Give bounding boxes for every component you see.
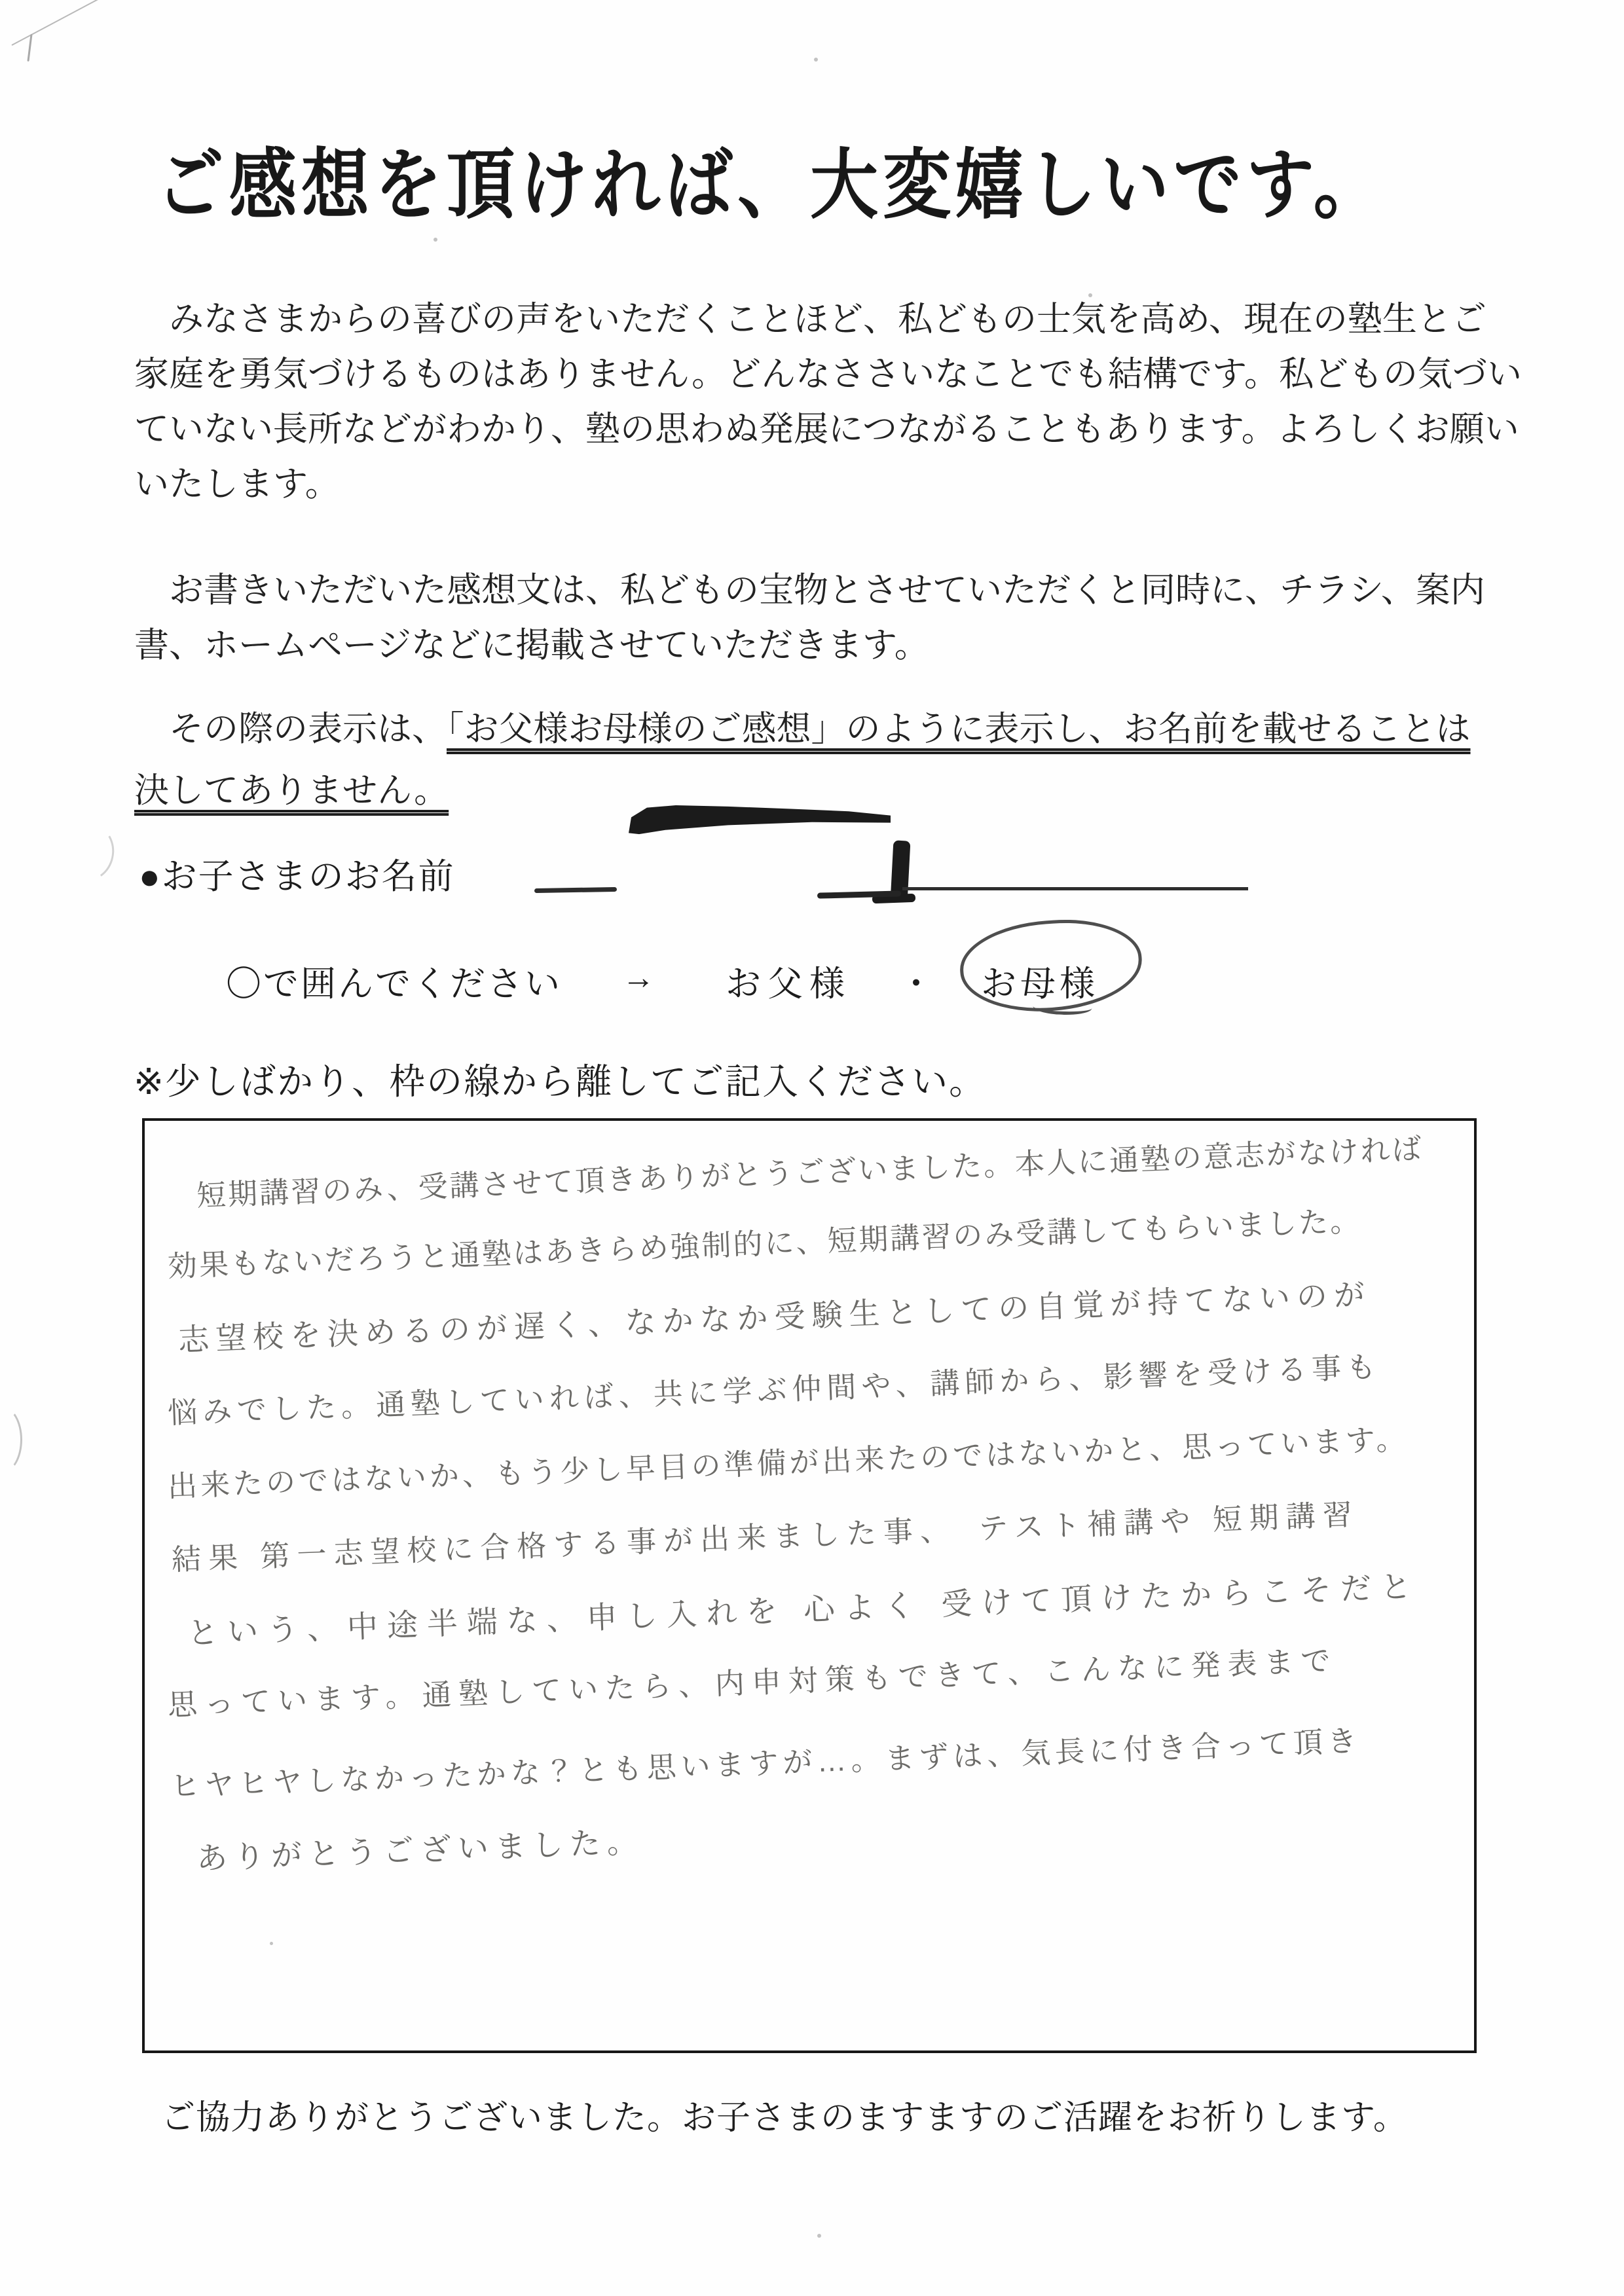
- handwriting-line: 出来たのではないか、もう少し早目の準備が出来たのではないかと、思っています。: [167, 1422, 1410, 1503]
- privacy-underlined-text: 「お父様お母様のご感想」のように表示し、お名前を載せることは: [447, 710, 1471, 748]
- footer-note: ご協力ありがとうございました。お子さまのますますのご活躍をお祈りします。: [161, 2099, 1408, 2137]
- intro-line: ていない長所などがわかり、塾の思わぬ発展につながることもあります。よろしくお願い: [134, 410, 1519, 448]
- handwriting-line: 志望校を決めるのが遅く、なかなか受験生としての自覚が持てないのが: [177, 1277, 1372, 1357]
- usage-paragraph: [134, 567, 1503, 677]
- margin-note: ※少しばかり、枠の線から離してご記入ください。: [134, 1061, 987, 1102]
- intro-line: 家庭を勇気づけるものはありません。どんなささいなことでも結構です。私どもの気づい: [134, 355, 1522, 393]
- intro-line: みなさまからの喜びの声をいただくことほど、私どもの士気を高め、現在の塾生とご: [134, 300, 1486, 338]
- scan-speck: [814, 58, 818, 62]
- privacy-line: [134, 706, 1503, 767]
- option-mother: お母様: [981, 964, 1099, 1004]
- child-name-label: ●お子さまのお名前: [139, 857, 455, 896]
- scan-speck: [817, 2234, 821, 2238]
- handwriting-line: 効果もないだろうと通塾はあきらめ強制的に、短期講習のみ受講してもらいました。: [167, 1203, 1362, 1283]
- option-father: お父様: [726, 964, 851, 1004]
- handwriting-line: 短期講習のみ、受講させて頂きありがとうございました。本人に通塾の意志がなければ: [196, 1132, 1424, 1212]
- name-field-underline: [902, 887, 1248, 890]
- privacy-underlined-text: 決してありません。: [134, 771, 449, 810]
- intro-line: いたします。: [134, 465, 340, 503]
- usage-line: お書きいただいた感想文は、私どもの宝物とさせていただくと同時に、チラシ、案内: [134, 571, 1485, 610]
- usage-line: 書、ホームページなどに掲載させていただきます。: [134, 626, 929, 665]
- scan-scratch-tick: [27, 34, 32, 62]
- scan-speck: [434, 238, 437, 242]
- page-title: ご感想を頂ければ、大変嬉しいです。: [156, 143, 1386, 228]
- handwriting-line: ヒヤヒヤしなかったかな？とも思いますが…。まずは、気長に付き合って頂き: [170, 1724, 1362, 1803]
- handwriting-line: という、中途半端な、申し入れを 心よく 受けて頂けたからこそだと: [187, 1568, 1421, 1650]
- circle-selection-row: [0, 956, 1624, 1034]
- handwriting-line: ありがとうございました。: [196, 1823, 645, 1876]
- scan-punch-arc: [58, 819, 120, 886]
- scan-scratch-line: [12, 0, 158, 46]
- handwriting-line: 思っています。通塾していたら、内申対策もできて、こんなに発表まで: [167, 1643, 1338, 1722]
- handwriting-line: 悩みでした。通塾していれば、共に学ぶ仲間や、講師から、影響を受ける事も: [167, 1349, 1382, 1430]
- intro-paragraph: [134, 296, 1522, 516]
- option-separator-dot: ・: [898, 964, 934, 1004]
- scan-edge-arc: [0, 1406, 22, 1473]
- privacy-prefix: その際の表示は、: [134, 710, 447, 748]
- right-arrow-icon: →: [622, 959, 655, 996]
- circle-instruction: 〇で囲んでください: [226, 964, 562, 1004]
- handwritten-dash-mark: [534, 887, 617, 893]
- handwriting-line: 結果 第一志望校に合格する事が出来ました事、 テスト補講や 短期講習: [171, 1497, 1360, 1576]
